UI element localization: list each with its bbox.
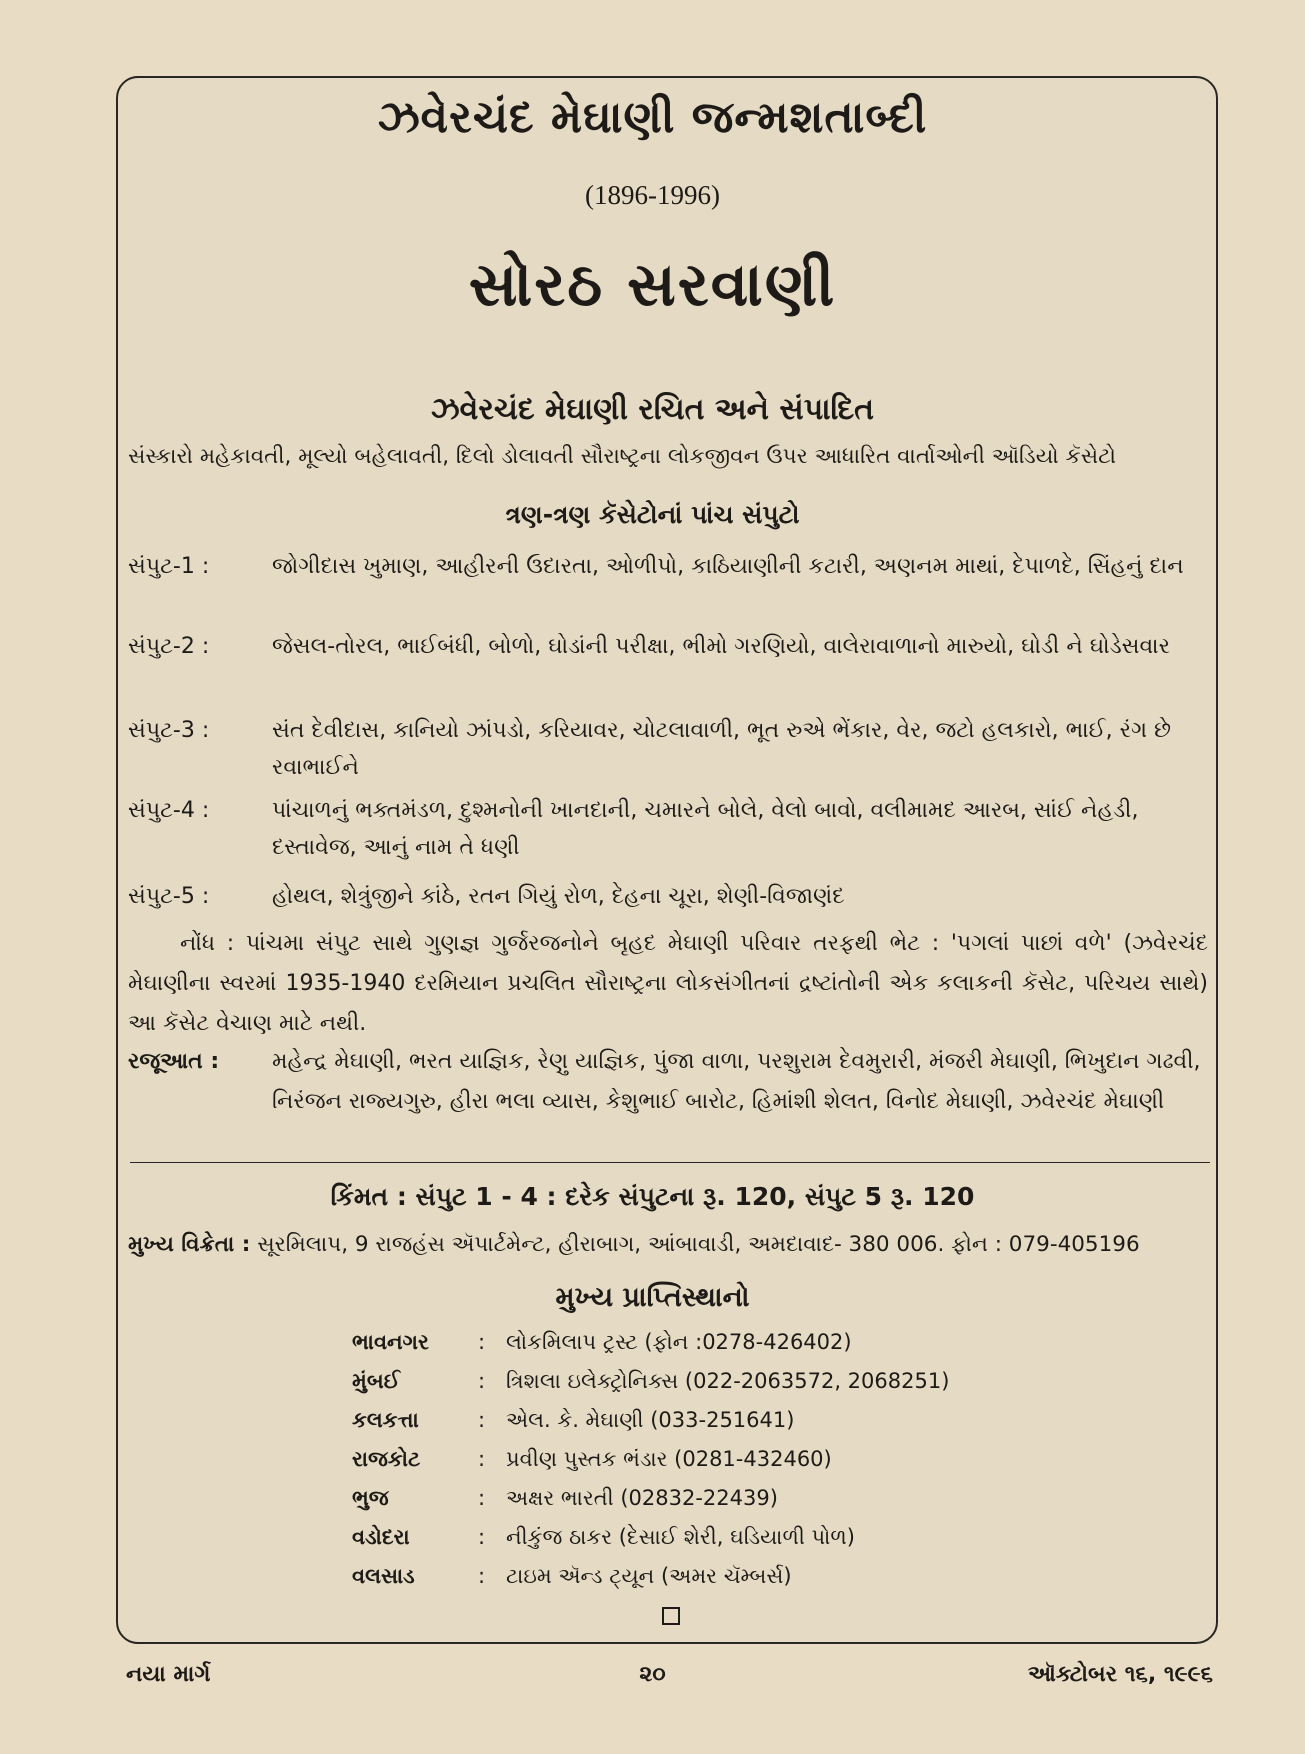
volume-entry-3 [128, 712, 1208, 786]
gift-note: નોંધ : પાંચમા સંપુટ સાથે ગુણજ્ઞ ગુર્જરજનોને બૃહદ મેઘાણી પરિવાર તરફથી ભેટ : 'પગલાં પાછાં વળે' (ઝવેરચંદ મેઘાણીના સ્વરમાં 1935-1940 દરમિયાન પ્રચલિત સૌરાષ્ટ્રના લોકસંગીતનાં દ્રષ્ટાંતોની એક કલાકની કૅસેટ, પરિચય સાથે) આ કૅસેટ વેચાણ માટે નથી. [128, 931, 1208, 1036]
volumes-heading: ત્રણ-ત્રણ કૅસેટોનાં પાંચ સંપુટો [505, 500, 800, 529]
outlet-city: કલકત્તા [352, 1408, 419, 1432]
description: સંસ્કારો મહેકાવતી, મૂલ્યો બહેલાવતી, દિલો ડોલાવતી સૌરાષ્ટ્રના લોકજીવન ઉપર આધારિત વાર્તાઓની ઑડિયો કૅસેટો [128, 444, 1116, 469]
outlet-detail: લોકમિલાપ ટ્રસ્ટ (ફોન :0278-426402) [506, 1330, 852, 1354]
outlet-detail: અક્ષર ભારતી (02832-22439) [506, 1486, 778, 1510]
outlet-city: વલસાડ [352, 1564, 415, 1588]
volume-label: સંપુટ-2 : [128, 634, 210, 659]
volume-stories: પાંચાળનું ભક્તમંડળ, દુશ્મનોની ખાનદાની, ચમારને બોલે, વેલો બાવો, વલીમામદ આરબ, સાંઈ નેહડી, દસ્તાવેજ, આનું નામ તે ધણી [272, 798, 1139, 860]
volume-label: સંપુટ-3 : [128, 718, 210, 743]
outlet-row: ભુજ : અક્ષર ભારતી (02832-22439) [352, 1486, 778, 1510]
main-seller [128, 1232, 1208, 1257]
outlet-row: મુંબઈ : ત્રિશલા ઇલેક્ટ્રોનિક્સ (022-2063572, 2068251) [352, 1369, 950, 1393]
outlets-heading: મુખ્ય પ્રાપ્તિસ્થાનો [555, 1282, 750, 1313]
outlet-row: વલસાડ : ટાઇમ ઍન્ડ ટ્યૂન (અમર ચૅમ્બર્સ) [352, 1564, 792, 1588]
volume-entry-5 [128, 878, 1208, 915]
outlet-detail: નીકુંજ ઠાકર (દેસાઈ શેરી, ઘડિયાળી પોળ) [506, 1525, 855, 1549]
volume-stories: હોથલ, શેત્રુંજીને કાંઠે, રતન ગિયું રોળ, દેહના ચૂરા, શેણી-વિજાણંદ [272, 884, 845, 909]
outlet-city: ભાવનગર [352, 1330, 429, 1354]
volume-label: સંપુટ-4 : [128, 798, 210, 823]
seller-label: મુખ્ય વિક્રેતા : [128, 1232, 251, 1257]
presenters [128, 1042, 1208, 1122]
volume-entry-4 [128, 792, 1208, 866]
centenary-years: (1896-1996) [585, 180, 720, 210]
issue-date: ઑક્ટોબર ૧૬, ૧૯૯૬ [1027, 1662, 1213, 1687]
presenters-list: મહેન્દ્ર મેઘાણી, ભરત યાજ્ઞિક, રેણુ યાજ્ઞિક, પુંજા વાળા, પરશુરામ દેવમુરારી, મંજરી મેઘાણી, ભિખુદાન ગઢવી, નિરંજન રાજ્યગુરુ, હીરા ભલા વ્યાસ, કેશુભાઈ બારોટ, હિમાંશી શેલત, વિનોદ મેઘાણી, ઝવેરચંદ મેઘાણી [272, 1049, 1201, 1114]
price-line: કિંમત : સંપુટ 1 - 4 : દરેક સંપુટના રૂ. 120, સંપુટ 5 રૂ. 120 [330, 1182, 975, 1211]
end-of-article-square-icon [662, 1607, 680, 1625]
volume-label: સંપુટ-5 : [128, 884, 210, 909]
outlet-detail: ટાઇમ ઍન્ડ ટ્યૂન (અમર ચૅમ્બર્સ) [506, 1564, 792, 1588]
outlet-city: ભુજ [352, 1486, 389, 1510]
divider [130, 1162, 1210, 1163]
volume-entry-2 [128, 628, 1208, 665]
volume-entry-1 [128, 548, 1208, 585]
volume-stories: જેસલ-તોરલ, ભાઈબંધી, બોળો, ઘોડાંની પરીક્ષા, ભીમો ગરણિયો, વાલેરાવાળાનો મારુયો, ઘોડી ને ઘોડેસવાર [272, 634, 1170, 659]
seller-details: સૂરમિલાપ, 9 રાજહંસ ઍપાર્ટમેન્ટ, હીરાબાગ, આંબાવાડી, અમદાવાદ- 380 006. ફોન : 079-405196 [257, 1232, 1140, 1257]
presenters-label: રજૂઆત : [128, 1049, 220, 1074]
outlet-detail: પ્રવીણ પુસ્તક ભંડાર (0281-432460) [506, 1447, 832, 1471]
outlet-detail: ત્રિશલા ઇલેક્ટ્રોનિક્સ (022-2063572, 2068251) [506, 1369, 950, 1393]
page-number: ૨૦ [639, 1662, 666, 1687]
outlet-row: કલકત્તા : એલ. કે. મેઘાણી (033-251641) [352, 1408, 795, 1432]
outlet-city: વડોદરા [352, 1525, 410, 1549]
outlet-row: ભાવનગર : લોકમિલાપ ટ્રસ્ટ (ફોન :0278-426402) [352, 1330, 852, 1354]
volume-stories: સંત દેવીદાસ, કાનિયો ઝાંપડો, કરિયાવર, ચોટલાવાળી, ભૂત રુએ ભેંકાર, વેર, જટો હલકારો, ભાઈ, રંગ છે રવાભાઈને [272, 718, 1172, 780]
outlet-row: વડોદરા : નીકુંજ ઠાકર (દેસાઈ શેરી, ઘડિયાળી પોળ) [352, 1525, 855, 1549]
main-title: સોરઠ સરવાણી [468, 250, 837, 320]
volume-stories: જોગીદાસ ખુમાણ, આહીરની ઉદારતા, ઓળીપો, કાઠિયાણીની કટારી, અણનમ માથાં, દેપાળદે, સિંહનું દાન [272, 554, 1184, 579]
outlet-city: મુંબઈ [352, 1369, 400, 1393]
outlet-city: રાજકોટ [352, 1447, 421, 1471]
volume-label: સંપુટ-1 : [128, 554, 210, 579]
outlet-detail: એલ. કે. મેઘાણી (033-251641) [506, 1408, 795, 1432]
subtitle: ઝવેરચંદ મેઘાણી રચિત અને સંપાદિત [431, 392, 874, 427]
page-heading: ઝવેરચંદ મેઘાણી જન્મશતાબ્દી [377, 92, 928, 143]
magazine-name: નયા માર્ગ [126, 1662, 211, 1687]
outlet-row: રાજકોટ : પ્રવીણ પુસ્તક ભંડાર (0281-432460) [352, 1447, 832, 1471]
